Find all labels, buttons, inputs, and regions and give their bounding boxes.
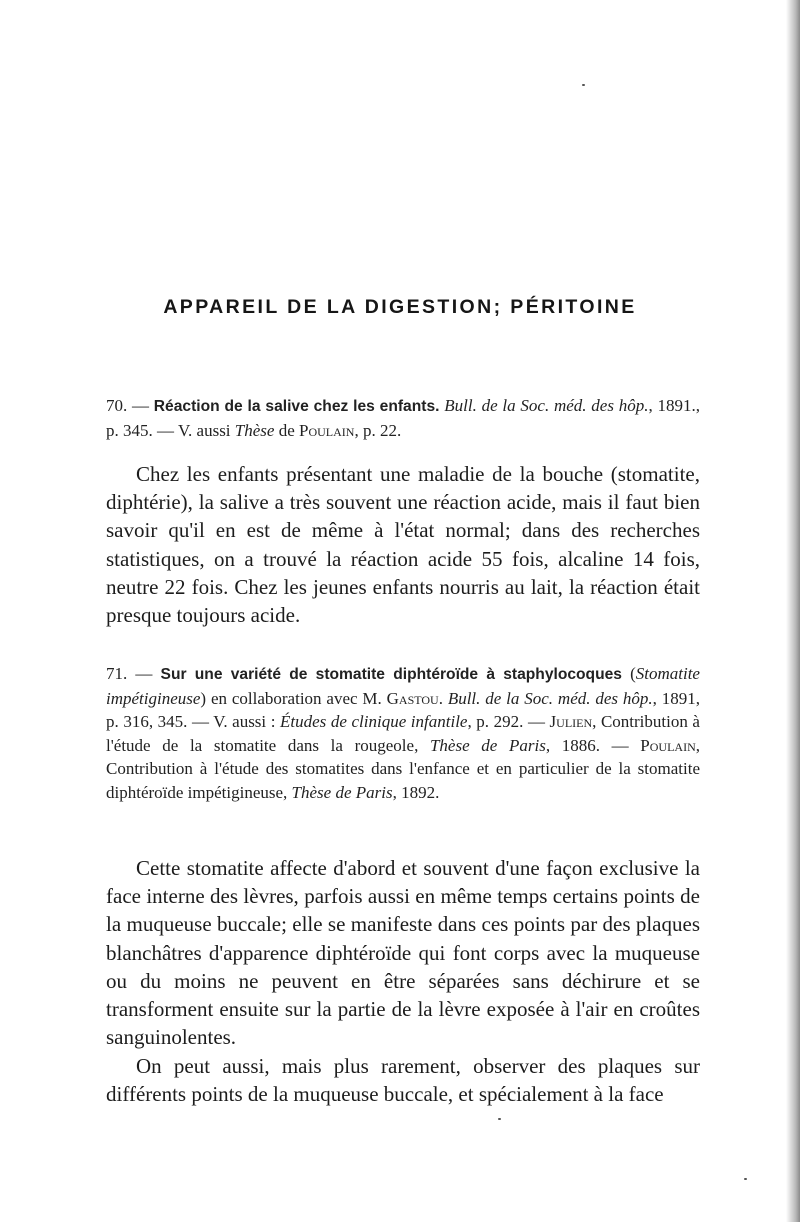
paper-speck [744,1178,747,1180]
paragraph-stomatite [106,854,700,1051]
these-label: Thèse [234,420,275,440]
etudes-title: Études de clinique infantile [280,712,468,732]
author-name: Poulain [299,420,355,440]
entry-heading: Réaction de la salive chez les enfants. [153,398,440,415]
journal-citation: Bull. de la Soc. méd. des hôp. [447,688,653,708]
collaborator-name: Gastou [386,688,439,708]
bibliography-entry-70: 70. — Réaction de la salive chez les enfants. Bull. de la Soc. méd. des hôp., 1891., p. 345. — V. aussi Thèse de Poulain, p. 22. [106,396,701,440]
these-paris-2: Thèse de Paris [291,782,393,802]
page-edge-shadow [786,0,800,1222]
paper-speck [582,84,585,86]
paragraph-salive [106,460,700,629]
author-julien: Julien [549,712,593,732]
bibliography-entry-71: 71. — Sur une variété de stomatite diphtéroïde à staphylocoques (Stomatite impétigineuse) en collaboration avec M. Gastou. Bull. de la Soc. méd. des hôp., 1891, p. 316, 345. — V. aussi : Études de clinique infantile, p. 292. — Julien, Contribution à l'étude de la stomatite dans la rougeole, Thèse de Paris, 1886. — Poulain, Contribution à l'étude des stomatites dans l'enfance et en particulier de la stomatite diphtéroïde impétigineuse, Thèse de Paris, 1892. [106,664,701,802]
author-poulain: Poulain [640,735,696,755]
entry-heading: Sur une variété de stomatite diphtéroïde à staphylocoques [160,666,622,683]
these-paris-1: Thèse de Paris [429,735,546,755]
paragraph-text: Cette stomatite affecte d'abord et souvent d'une façon exclusive la face interne des lèvres, parfois aussi en même temps certains points de la muqueuse buccale; elle se manifeste dans ces points par des plaques blanchâtres d'apparence diphtéroïde qui font corps avec la muqueuse ou du moins ne peuvent en être séparées sans déchirure et se transforment ensuite sur la partie de la lèvre exposée à l'air en croûtes sanguinolentes. [106,856,700,1050]
journal-citation: Bull. de la Soc. méd. des hôp. [444,396,649,415]
paragraph-text: On peut aussi, mais plus rarement, observer des plaques sur différents points de la muqueuse buccale, et spécialement à la face [106,1054,700,1107]
entry-number: 70. — [106,396,154,415]
page-title: APPAREIL DE LA DIGESTION; PÉRITOINE [163,296,637,318]
paper-speck [498,1118,501,1120]
paragraph-plaques [106,1052,700,1108]
paragraph-text: Chez les enfants présentant une maladie de la bouche (stomatite, diphtérie), la salive a très souvent une réaction acide, mais il faut bien savoir qu'il en est de même à l'état normal; dans des recherches statistiques, on a trouvé la réaction acide 55 fois, alcaline 14 fois, neutre 22 fois. Chez les jeunes enfants nourris au lait, la réaction était presque toujours acide. [106,462,700,628]
entry-number: 71. — [106,664,161,683]
entry-subtitle: Stomatite impétigineuse [106,664,700,708]
